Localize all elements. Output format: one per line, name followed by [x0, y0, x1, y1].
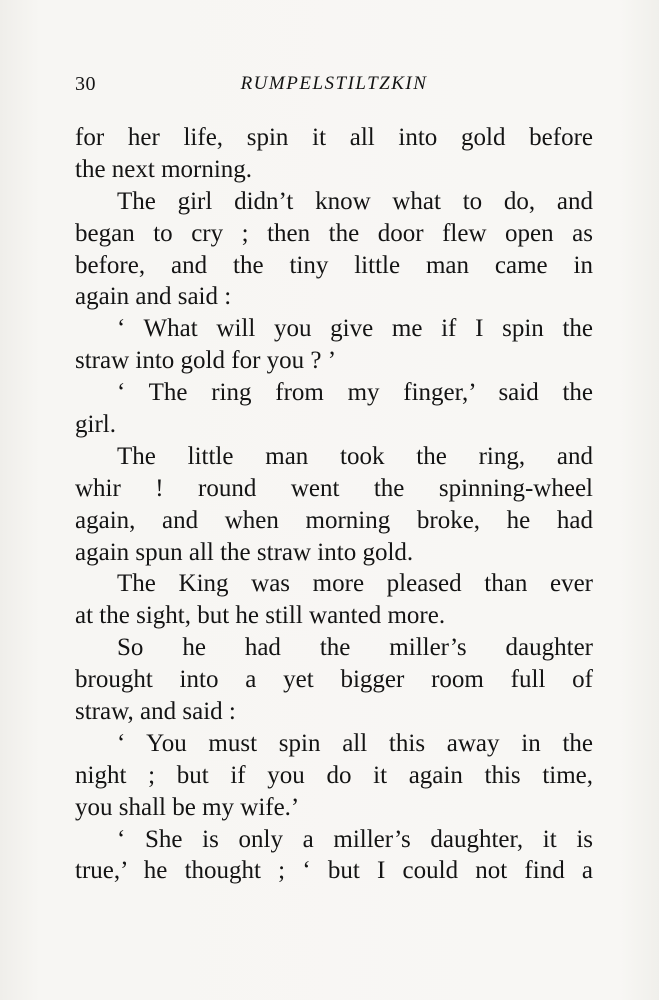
- text-line: girl.: [75, 411, 116, 439]
- text-line: ‘ She is only a miller’s daughter, it is: [117, 825, 593, 853]
- text-line: straw, and said :: [75, 698, 236, 726]
- text-line: again spun all the straw into gold.: [75, 538, 414, 566]
- text-line: again, and when morning broke, he had: [75, 506, 593, 534]
- text-line: at the sight, but he still wanted more.: [75, 602, 446, 630]
- text-line: whir ! round went the spinning-wheel: [75, 474, 593, 502]
- page-number: 30: [75, 73, 96, 95]
- text-line: you shall be my wife.’: [75, 793, 300, 821]
- text-line: So he had the miller’s daughter: [117, 634, 593, 662]
- running-title: RUMPELSTILTZKIN: [240, 73, 428, 94]
- text-line: ‘ You must spin all this away in the: [117, 729, 593, 757]
- page-header: [75, 73, 593, 103]
- text-line: The girl didn’t know what to do, and: [117, 187, 593, 215]
- text-line: for her life, spin it all into gold before: [75, 124, 593, 151]
- text-line: true,’ he thought ; ‘ but I could not find a: [75, 857, 593, 885]
- text-line: The King was more pleased than ever: [117, 570, 593, 598]
- text-line: night ; but if you do it again this time,: [75, 761, 593, 789]
- text-line: ‘ What will you give me if I spin the: [117, 315, 593, 343]
- text-line: straw into gold for you ? ’: [75, 347, 337, 375]
- text-line: again and said :: [75, 283, 232, 311]
- text-line: before, and the tiny little man came in: [75, 251, 593, 279]
- text-line: ‘ The ring from my finger,’ said the: [117, 379, 593, 407]
- text-line: The little man took the ring, and: [117, 442, 593, 470]
- body-text: [75, 122, 593, 887]
- text-line: brought into a yet bigger room full of: [75, 666, 593, 694]
- text-line: the next morning.: [75, 155, 253, 183]
- text-line: began to cry ; then the door flew open as: [75, 219, 593, 247]
